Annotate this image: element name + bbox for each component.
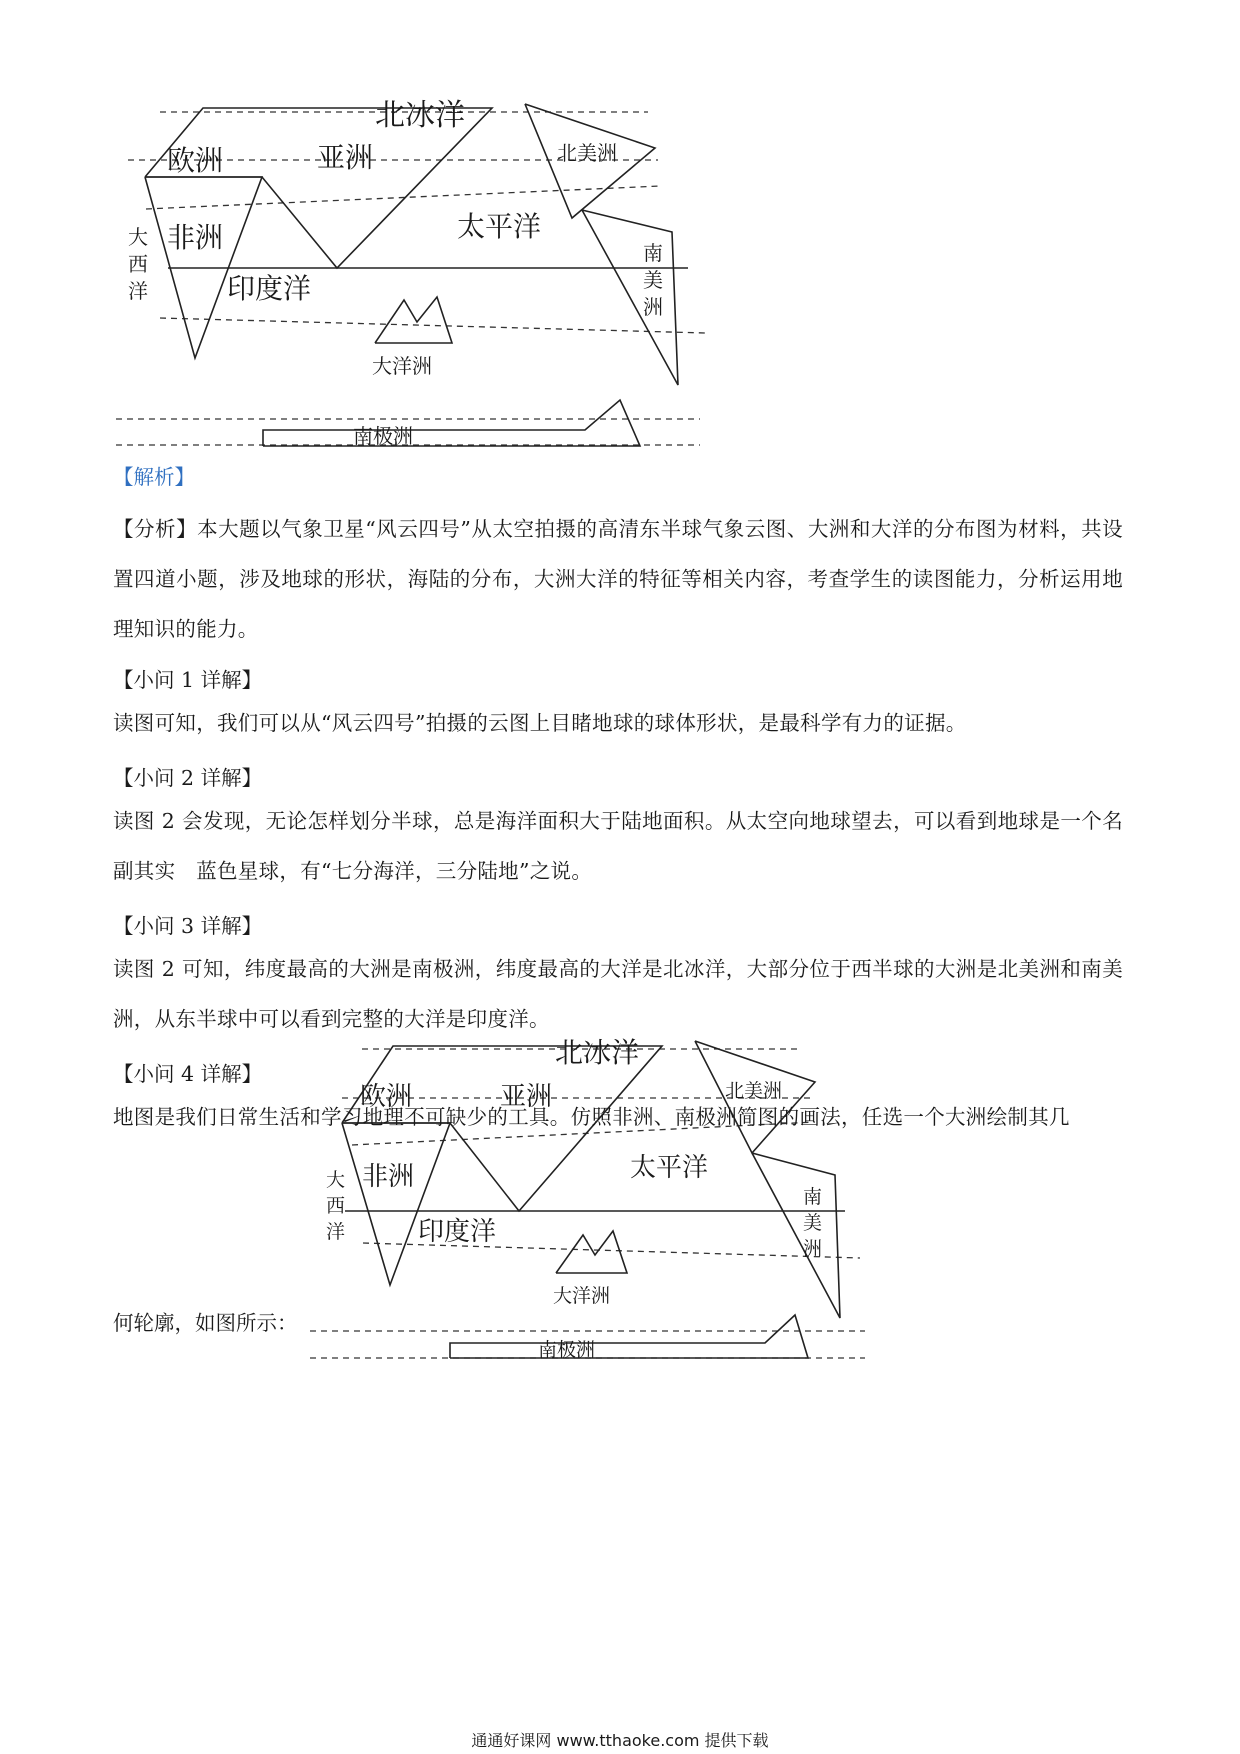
label-oceania: 大洋洲 <box>553 1285 611 1307</box>
label-indian-ocean: 印度洋 <box>227 272 312 305</box>
section-4-title: 【小问 4 详解】 <box>113 1062 263 1086</box>
section-1-title: 【小问 1 详解】 <box>113 668 263 692</box>
label-south-america-3: 洲 <box>643 295 663 319</box>
section-4-text: 地图是我们日常生活和学习地理不可缺少的工具。仿照非洲、南极洲简图的画法，任选一个大洲绘制其几 <box>113 1105 1070 1129</box>
antarctica-outline <box>450 1315 808 1358</box>
label-north-america: 北美洲 <box>725 1080 783 1102</box>
section-2-title: 【小问 2 详解】 <box>113 766 263 790</box>
label-south-america-2: 美 <box>643 268 663 292</box>
label-arctic-ocean: 北冰洋 <box>375 98 465 133</box>
section-1-text: 读图可知，我们可以从“风云四号”拍摄的云图上目睹地球的球体形状，是最科学有力的证据。 <box>113 711 967 735</box>
section-3-text: 读图 2 可知，纬度最高的大洲是南极洲，纬度最高的大洋是北冰洋，大部分位于西半球的大洲是北美洲和南美洲，从东半球中可以看到完整的大洋是印度洋。 <box>113 957 1123 1031</box>
analysis-heading: 【解析】 <box>113 465 195 489</box>
page-footer: 通通好课网 www.tthaoke.com 提供下载 <box>471 1731 769 1750</box>
antarctica-outline <box>263 400 640 446</box>
label-oceania: 大洋洲 <box>372 354 432 378</box>
continent-sketch-map-1 <box>116 98 705 448</box>
label-antarctica: 南极洲 <box>538 1339 596 1361</box>
dashed-latitude-line <box>160 318 705 333</box>
label-europe: 欧洲 <box>167 144 224 177</box>
label-africa: 非洲 <box>362 1162 415 1192</box>
south-america-outline <box>582 210 678 385</box>
label-south-america-2: 美 <box>803 1212 823 1234</box>
label-south-america-3b: 洲 <box>803 1238 823 1260</box>
africa-outline <box>342 1123 450 1285</box>
label-pacific-ocean: 太平洋 <box>630 1153 709 1183</box>
label-africa: 非洲 <box>167 221 224 254</box>
label-atlantic-ocean-3: 洋 <box>128 279 148 303</box>
label-south-america-1: 南 <box>803 1186 823 1208</box>
label-north-america: 北美洲 <box>557 141 617 165</box>
label-asia: 亚洲 <box>317 141 374 174</box>
eurasia-outline <box>145 108 492 268</box>
label-south-america-1: 南 <box>643 241 663 265</box>
dashed-latitude-line <box>363 1243 860 1258</box>
label-arctic-ocean: 北冰洋 <box>555 1036 640 1069</box>
section-3-title: 【小问 3 详解】 <box>113 914 263 938</box>
label-atlantic-ocean-2: 西 <box>128 252 148 276</box>
label-atlantic-ocean-3: 洋 <box>326 1221 346 1243</box>
label-atlantic-ocean-2: 西 <box>326 1195 346 1217</box>
section-2-text: 读图 2 会发现，无论怎样划分半球，总是海洋面积大于陆地面积。从太空向地球望去，可以看到地球是一个名副其实 蓝色星球，有“七分海洋，三分陆地”之说。 <box>113 809 1123 883</box>
label-antarctica: 南极洲 <box>353 424 413 448</box>
label-europe: 欧洲 <box>360 1082 413 1112</box>
africa-outline <box>145 177 262 358</box>
analysis-intro: 【分析】本大题以气象卫星“风云四号”从太空拍摄的高清东半球气象云图、大洲和大洋的分布图为材料，共设置四道小题，涉及地球的形状，海陆的分布，大洲大洋的特征等相关内容，考查学生的读图能力，分析运用地理知识的能力。 <box>113 517 1123 641</box>
north-america-outline <box>525 104 655 218</box>
label-atlantic-ocean-1: 大 <box>326 1169 346 1191</box>
label-atlantic-ocean-1: 大 <box>128 225 148 249</box>
label-pacific-ocean: 太平洋 <box>457 210 542 243</box>
continent-sketch-map-2 <box>310 1036 865 1361</box>
section-4-closing: 何轮廓，如图所示： <box>113 1311 298 1335</box>
south-america-outline <box>752 1153 840 1318</box>
label-indian-ocean: 印度洋 <box>418 1217 497 1247</box>
label-asia: 亚洲 <box>500 1082 553 1112</box>
dashed-latitude-line <box>146 186 660 209</box>
oceania-outline <box>375 297 452 343</box>
oceania-outline <box>556 1231 627 1273</box>
